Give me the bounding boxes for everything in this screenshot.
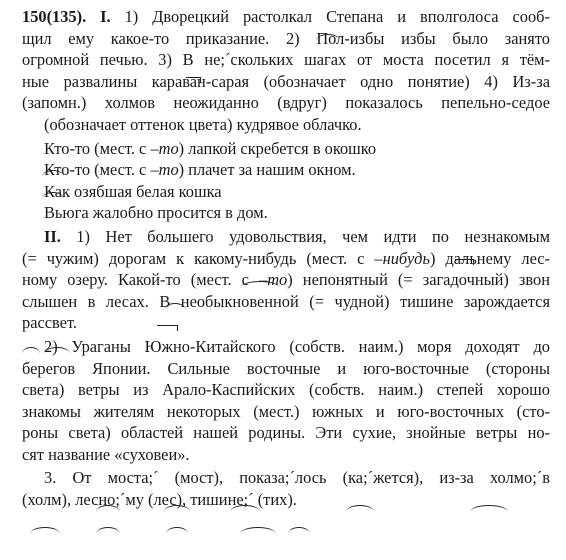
morpheme-arc <box>30 527 60 534</box>
morpheme-prefix-mark <box>455 259 474 265</box>
part1-line-6: (обозначает оттенок цвета) кудрявое облачко. <box>44 114 362 134</box>
part2-para3-line-1: 3. От моста;´ (мост), показа;´лось (ка;´жется), из-за холмо;´в <box>44 468 550 488</box>
part2-line-2: (= чужим) дорогам к какому-нибудь (мест. с –нибудь) дальнему лес- <box>22 248 550 268</box>
exercise-number: 150(135). <box>22 7 87 26</box>
part2-para2-line-6: сят название «суховеи». <box>22 444 190 464</box>
part2-para2-line-2: берегов Японии. Сильные восточные и юго-восточные (стороны <box>22 358 550 378</box>
part2-para2-line-1: 2) Ураганы Южно-Китайского (собств. наим.) моря доходят до <box>44 336 550 356</box>
morpheme-arc <box>230 505 260 512</box>
poem-line-4: Вьюга жалобно просится в дом. <box>44 203 268 223</box>
morpheme-arc <box>470 505 508 512</box>
part1-line-3: огромной печью. 3) В не;´скольких шагах от моста посетил я тём- <box>22 50 550 70</box>
morpheme-prefix-mark <box>186 77 201 83</box>
morpheme-arc <box>316 34 340 41</box>
morpheme-prefix-mark <box>157 325 178 331</box>
morpheme-arc <box>42 170 64 177</box>
morpheme-arc <box>346 505 374 512</box>
morpheme-arc <box>96 527 120 534</box>
poem-line-3: Как озябшая белая кошка <box>44 181 222 201</box>
morpheme-arc <box>166 527 188 534</box>
part1-numeral: I. <box>100 7 111 26</box>
morpheme-arc <box>42 192 64 199</box>
morpheme-arc <box>44 347 70 354</box>
part2-para2-line-5: роны света) областей нашей родины. Эти сухие, знойные ветры но- <box>22 423 550 443</box>
poem-line-1: Кто-то (мест. с –то) лапкой скребется в окошко <box>44 138 377 158</box>
part1-line-5: (запомн.) холмов неожиданно (вдруг) показалось пепельно-седое <box>22 93 550 113</box>
part1-line-2: щил ему какое-то приказание. 2) Пол-избы избы было занято <box>22 28 550 48</box>
part1-line-4: ные развалины караван-сарая (обозначает одно понятие) 4) Из-за <box>22 71 550 91</box>
morpheme-arc <box>240 281 280 288</box>
part2-para2-line-4: знакомы жителям некоторых (мест.) южных и юго-восточных (сто- <box>22 401 550 421</box>
part1-line-1 <box>22 6 550 28</box>
part1-line-1-text: 1) Дворецкий растолкал Степана и вполголоса сооб- <box>124 7 550 26</box>
part2-line-4: слышен в лесах. В необыкновенной (= чудной) тишине зарождается <box>22 291 550 311</box>
part2-numeral: II. <box>44 226 61 246</box>
morpheme-arc <box>22 347 40 354</box>
part2-para3-line-2: (холм), лесно;´му (лес), тишине;´ (тих). <box>22 490 297 510</box>
morpheme-arc <box>164 505 190 512</box>
part2-line-3: ному озеру. Какой-то (мест. с –то) непонятный (= загадочный) звон <box>22 270 550 290</box>
morpheme-arc <box>240 527 276 534</box>
morpheme-arc <box>96 505 120 512</box>
part2-line-1: II. 1) Нет большего удовольствия, чем идти по незнакомым <box>44 226 550 246</box>
morpheme-arc <box>164 303 186 310</box>
part2-para2-line-3: света) ветры из Арало-Каспийских (собств. наим.) степей хорошо <box>22 380 550 400</box>
part2-line-5: рассвет. <box>22 313 77 333</box>
morpheme-arc <box>288 527 310 534</box>
poem-line-2: Кто-то (мест. с –то) плачет за нашим окном. <box>44 160 356 180</box>
